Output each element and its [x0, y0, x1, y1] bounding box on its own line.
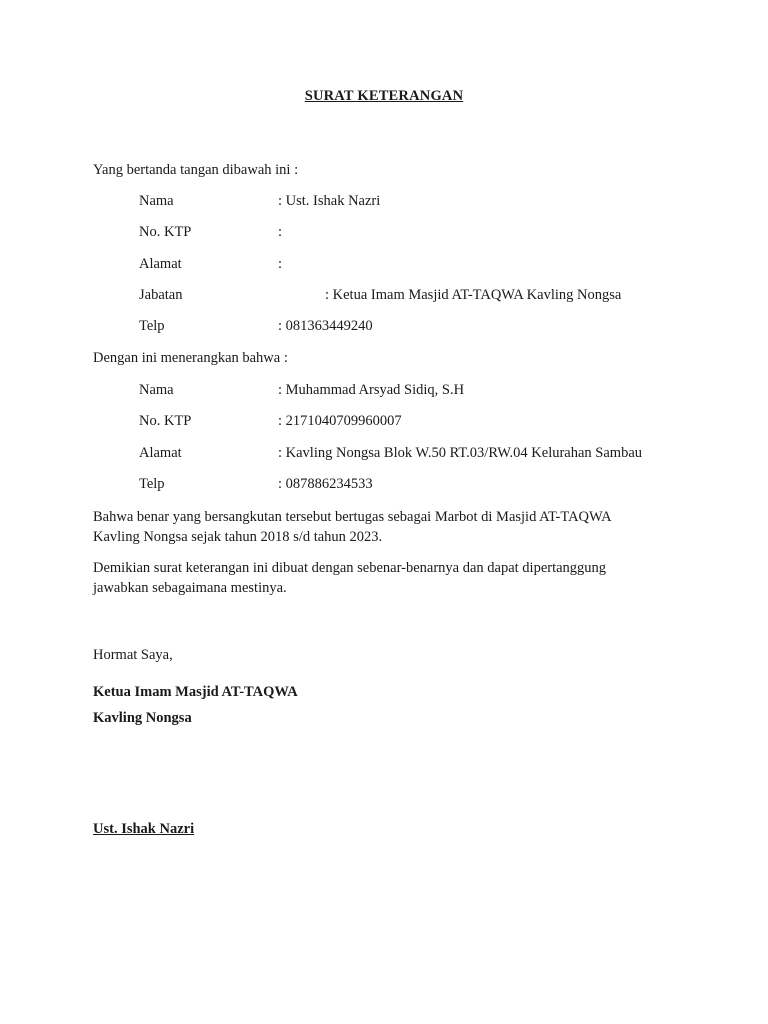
field-value: : Kavling Nongsa Blok W.50 RT.03/RW.04 Kelurahan Sambau [278, 445, 643, 461]
field-label: Nama [139, 193, 174, 209]
field-value: : 087886234533 [278, 476, 373, 492]
field-label: Nama [139, 382, 174, 398]
field-value: : 081363449240 [278, 318, 373, 334]
statement-intro: Dengan ini menerangkan bahwa : [93, 350, 288, 366]
intro-text: Yang bertanda tangan dibawah ini : [93, 162, 299, 178]
field-label: Telp [139, 476, 165, 492]
signer-name-signature: Ust. Ishak Nazri [93, 821, 195, 837]
field-value: : [278, 256, 283, 272]
field-value: : 2171040709960007 [278, 413, 402, 429]
signer-address-row [139, 256, 739, 276]
signer-position-title: Ketua Imam Masjid AT-TAQWA [93, 684, 298, 700]
signer-name-row [139, 193, 739, 213]
field-label: No. KTP [139, 224, 192, 240]
field-label: No. KTP [139, 413, 192, 429]
paragraph-line: Kavling Nongsa sejak tahun 2018 s/d tahun 2023. [93, 529, 383, 545]
subject-ktp-row [139, 413, 739, 433]
document-title: SURAT KETERANGAN [304, 88, 464, 104]
field-value: : Ketua Imam Masjid AT-TAQWA Kavling Nongsa [325, 287, 622, 303]
field-label: Jabatan [139, 287, 183, 303]
subject-name-row [139, 382, 739, 402]
signer-position-location: Kavling Nongsa [93, 710, 192, 726]
subject-address-row [139, 445, 739, 465]
paragraph-line: Demikian surat keterangan ini dibuat dengan sebenar-benarnya dan dapat dipertanggung [93, 560, 607, 576]
subject-phone-row [139, 476, 739, 496]
field-value: : Ust. Ishak Nazri [278, 193, 381, 209]
paragraph-line: Bahwa benar yang bersangkutan tersebut bertugas sebagai Marbot di Masjid AT-TAQWA [93, 509, 612, 525]
field-value: : [278, 224, 283, 240]
closing-paragraph [93, 558, 683, 598]
field-value: : Muhammad Arsyad Sidiq, S.H [278, 382, 465, 398]
field-label: Alamat [139, 445, 182, 461]
field-label: Telp [139, 318, 165, 334]
signer-phone-row [139, 318, 739, 338]
field-label: Alamat [139, 256, 182, 272]
closing-salutation: Hormat Saya, [93, 647, 173, 663]
signer-ktp-row [139, 224, 739, 244]
paragraph-line: jawabkan sebagaimana mestinya. [93, 580, 287, 596]
signer-position-row [139, 287, 739, 307]
statement-paragraph [93, 507, 683, 547]
